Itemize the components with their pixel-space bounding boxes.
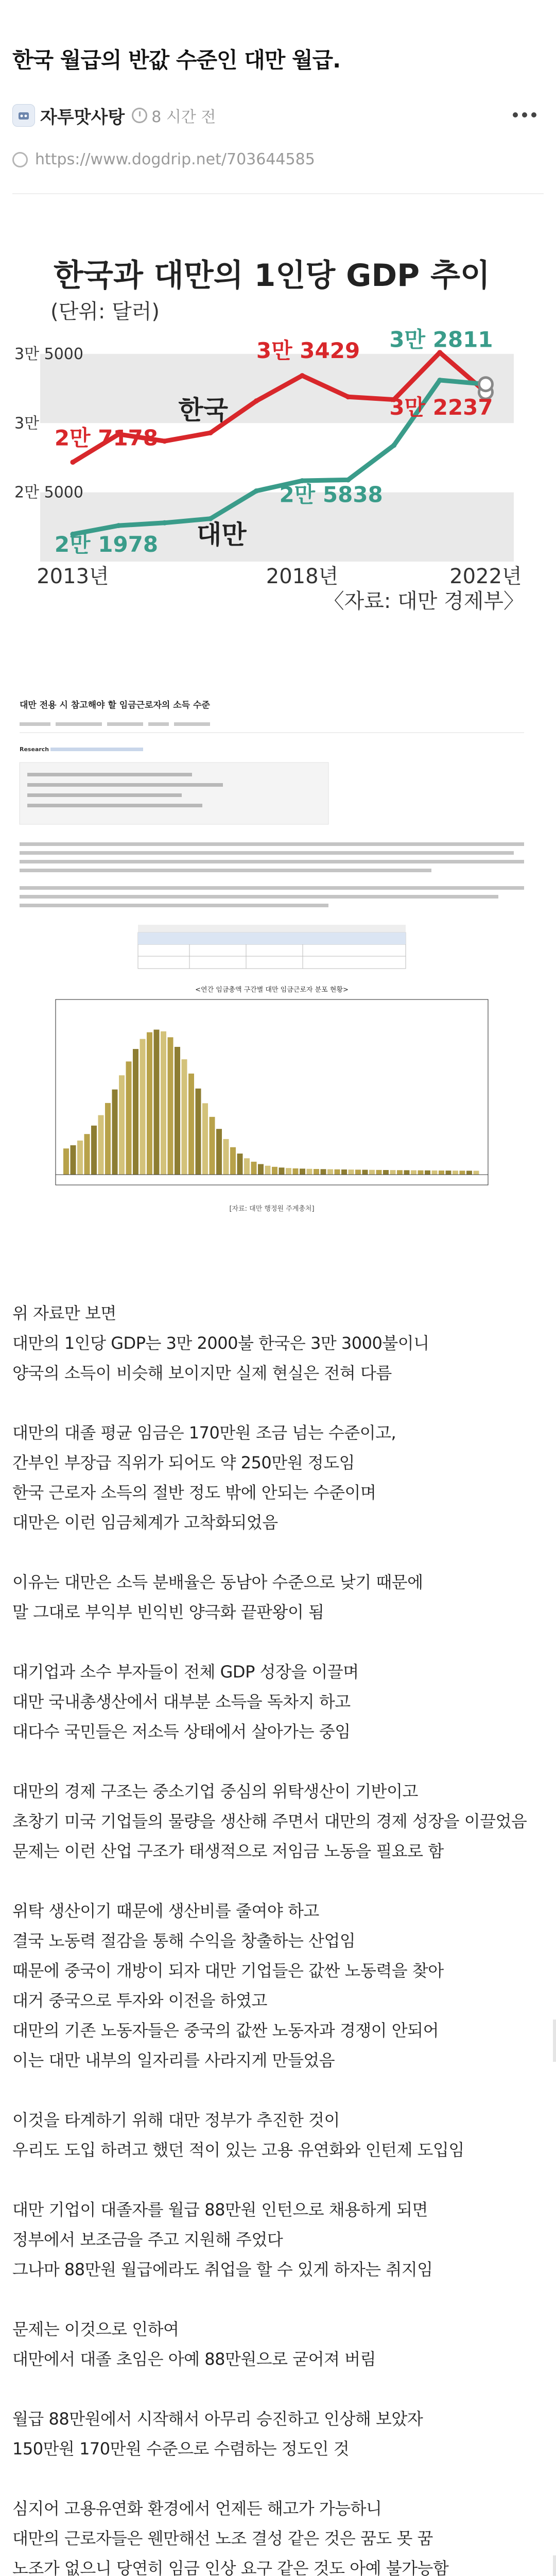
report-bar <box>307 1169 312 1175</box>
body-line: 대기업과 소수 부자들이 전체 GDP 성장을 이끌며 <box>12 1662 359 1682</box>
report-bar <box>133 1049 138 1175</box>
more-icon <box>513 112 518 117</box>
report-body-lines <box>20 842 524 907</box>
report-bar <box>196 1089 201 1175</box>
chart-point <box>437 378 442 383</box>
report-bar <box>397 1170 403 1175</box>
board-name: 자투맛사탕 <box>40 107 125 128</box>
report-bar <box>202 1103 208 1175</box>
report-bar <box>300 1168 305 1175</box>
chart-title: 한국과 대만의 1인당 GDP 추이 <box>54 258 490 294</box>
report-bar <box>279 1167 285 1175</box>
report-bar <box>237 1154 243 1175</box>
report-tag: Research <box>20 746 49 753</box>
report-bar <box>258 1164 264 1175</box>
report-bar <box>453 1171 458 1175</box>
report-bar <box>119 1075 125 1175</box>
chart-data-label: 3만 2811 <box>389 327 493 352</box>
scroll-mark <box>553 2555 556 2576</box>
report-bar <box>418 1171 424 1175</box>
body-line: 대만의 대졸 평균 임금은 170만원 조금 넘는 수준이고, <box>12 1423 396 1443</box>
post-title: 한국 월급의 반값 수준인 대만 월급. <box>12 47 341 73</box>
report-bar <box>161 1031 166 1175</box>
chart-point <box>254 488 259 494</box>
report-bar <box>216 1129 222 1175</box>
body-line: 위탁 생산이기 때문에 생산비를 줄여야 하고 <box>12 1901 319 1921</box>
report-bar <box>175 1047 180 1175</box>
body-line: 노조가 없으니 당연히 임금 인상 요구 같은 것도 아예 불가능함 <box>12 2558 449 2576</box>
board-link[interactable] <box>12 103 125 128</box>
gdp-chart <box>14 258 529 618</box>
chart-point <box>162 520 167 526</box>
body-line: 대만에서 대졸 초임은 아예 88만원으로 굳어져 버림 <box>12 2349 376 2369</box>
report-bar <box>182 1059 187 1175</box>
chart-data-label: 2만 5838 <box>279 482 383 507</box>
body-line: 문제는 이것으로 인하여 <box>12 2319 179 2339</box>
report-bar <box>63 1148 69 1175</box>
report-bar <box>77 1141 83 1175</box>
report-bar <box>105 1103 111 1175</box>
time-label: 8 시간 전 <box>151 108 216 126</box>
report-bar <box>168 1037 173 1175</box>
body-paragraph <box>12 2494 527 2576</box>
body-line: 대만의 근로자들은 웬만해선 노조 결성 같은 것은 꿈도 못 꿈 <box>12 2529 433 2548</box>
chart-point <box>254 398 259 403</box>
chart-point <box>162 438 167 444</box>
report-bar-chart-caption: [자료: 대만 행정원 주계총처] <box>229 1205 315 1213</box>
report-bar <box>383 1170 389 1175</box>
body-line: 정부에서 보조금을 주고 지원해 주었다 <box>12 2230 283 2249</box>
body-paragraph <box>12 1657 527 1747</box>
chart-point <box>70 460 75 465</box>
report-bar <box>474 1171 479 1175</box>
body-line: 대만의 경제 구조는 중소기업 중심의 위탁생산이 기반이고 <box>12 1782 418 1801</box>
report-bar <box>272 1167 277 1175</box>
chart-endpoint-marker <box>479 378 492 391</box>
report-bar <box>126 1061 132 1175</box>
report-bar <box>327 1170 333 1175</box>
body-paragraph <box>12 1776 527 1866</box>
link-icon <box>12 152 28 167</box>
body-line: 대만의 1인당 GDP는 3만 2000불 한국은 3만 3000불이니 <box>12 1333 429 1353</box>
body-line: 초창기 미국 기업들의 물량을 생산해 주면서 대만의 경제 성장을 이끌었음 <box>12 1811 527 1831</box>
chart-source: 〈자료: 대만 경제부〉 <box>323 589 524 613</box>
report-bar <box>188 1074 194 1175</box>
more-icon-dot <box>531 112 536 117</box>
report-bar <box>140 1039 146 1175</box>
report-bar <box>210 1117 215 1175</box>
body-paragraph <box>12 2195 527 2284</box>
report-bar <box>425 1171 430 1175</box>
body-line: 문제는 이런 산업 구조가 태생적으로 저임금 노동을 필요로 함 <box>12 1841 444 1861</box>
chart-subtitle: (단위: 달러) <box>50 300 160 324</box>
body-line: 대만 기업이 대졸자를 월급 88만원 인턴으로 채용하게 되면 <box>12 2200 428 2219</box>
body-line: 우리도 도입 하려고 했던 적이 있는 고용 유연화와 인턴제 도입임 <box>12 2140 464 2160</box>
report-title: 대만 전용 시 참고해야 할 임금근로자의 소득 수준 <box>20 700 210 710</box>
body-line: 대거 중국으로 투자와 이전을 하였고 <box>12 1991 267 2010</box>
report-bar <box>147 1032 152 1175</box>
report-bar <box>390 1170 396 1175</box>
report-bar <box>244 1158 250 1175</box>
report-bar <box>293 1168 299 1175</box>
report-bar <box>411 1171 416 1175</box>
report-bar <box>321 1169 326 1175</box>
report-bar <box>84 1134 90 1175</box>
report-bar <box>355 1170 361 1175</box>
body-line: 월급 88만원에서 시작해서 아무리 승진하고 인상해 보았자 <box>12 2409 423 2429</box>
more-button[interactable] <box>507 103 543 127</box>
report-svg <box>14 690 529 1231</box>
report-bar <box>98 1115 104 1175</box>
report-bar <box>265 1166 271 1175</box>
chart-y-tick-label: 2만 5000 <box>14 483 83 502</box>
post-meta <box>12 103 216 128</box>
body-line: 때문에 중국이 개방이 되자 대만 기업들은 값싼 노동력을 찾아 <box>12 1961 444 1980</box>
gdp-chart-image <box>14 258 529 618</box>
body-paragraph <box>12 1418 527 1537</box>
report-bar <box>460 1171 465 1175</box>
body-paragraph <box>12 1896 527 2075</box>
chart-y-tick-label: 3만 <box>14 414 40 433</box>
report-bar <box>251 1162 257 1175</box>
chart-data-label: 2만 7178 <box>54 425 159 451</box>
chart-point <box>208 430 213 435</box>
body-line: 결국 노동력 절감을 통해 수익을 창출하는 산업임 <box>12 1931 356 1951</box>
body-line: 150만원 170만원 수준으로 수렴하는 정도인 것 <box>12 2439 350 2459</box>
report-bar <box>439 1171 444 1175</box>
report-bars <box>63 1030 479 1175</box>
more-icon-dot <box>522 112 527 117</box>
report-bar <box>376 1170 382 1175</box>
chart-data-label: 3만 3429 <box>256 337 360 363</box>
report-bar <box>154 1030 160 1175</box>
report-bar <box>349 1170 354 1175</box>
body-line: 위 자료만 보면 <box>12 1303 116 1323</box>
post-url[interactable] <box>12 150 315 168</box>
chart-x-tick-label: 2022년 <box>449 565 522 588</box>
body-line: 양국의 소득이 비슷해 보이지만 실제 현실은 전혀 다름 <box>12 1363 392 1383</box>
report-bar <box>112 1090 118 1175</box>
body-paragraph <box>12 2314 527 2374</box>
divider <box>12 193 544 194</box>
report-bar <box>71 1145 76 1175</box>
chart-y-tick-label: 3만 5000 <box>14 345 83 363</box>
report-bar-chart-title: <연간 임금총액 구간별 대만 임금근로자 분포 현황> <box>195 986 349 994</box>
body-line: 말 그대로 부익부 빈익빈 양극화 끝판왕이 됨 <box>12 1602 324 1622</box>
report-bar <box>404 1170 410 1175</box>
body-line: 대만의 기존 노동자들은 중국의 값싼 노동자과 경쟁이 안되어 <box>12 2021 439 2040</box>
report-bar <box>341 1170 347 1175</box>
post-url-text[interactable]: https://www.dogdrip.net/703644585 <box>35 150 315 168</box>
body-paragraph <box>12 2404 527 2464</box>
body-line: 이는 대만 내부의 일자리를 사라지게 만들었음 <box>12 2050 335 2070</box>
body-line: 이것을 타계하기 위해 대만 정부가 추진한 것이 <box>12 2110 340 2130</box>
scroll-mark <box>553 2020 556 2062</box>
chart-point <box>345 394 351 399</box>
body-line: 이유는 대만은 소득 분배율은 동남아 수준으로 낮기 때문에 <box>12 1572 423 1592</box>
post-time <box>132 104 216 127</box>
report-bar <box>230 1147 236 1175</box>
body-line: 대만 국내총생산에서 대부분 소득을 독차지 하고 <box>12 1692 351 1711</box>
chart-point <box>391 443 396 448</box>
body-paragraph <box>12 1567 527 1627</box>
chart-series-name: 한국 <box>178 395 229 426</box>
report-bar <box>223 1139 229 1175</box>
post-body <box>12 1298 527 2576</box>
report-image <box>14 690 529 1231</box>
body-paragraph <box>12 1298 527 1388</box>
board-icon <box>12 104 35 127</box>
body-line: 간부인 부장급 직위가 되어도 약 250만원 정도임 <box>12 1453 355 1472</box>
chart-data-label: 2만 1978 <box>54 532 159 557</box>
chart-point <box>300 373 305 378</box>
report-bar <box>286 1168 291 1175</box>
report-bar <box>91 1126 97 1175</box>
body-line: 심지어 고용유연화 환경에서 언제든 해고가 가능하니 <box>12 2499 382 2518</box>
body-line: 대만은 이런 임금체계가 고착화되었음 <box>12 1513 278 1532</box>
report-bar <box>362 1170 368 1175</box>
report-bar <box>314 1169 319 1175</box>
body-line: 대다수 국민들은 저소득 상태에서 살아가는 중임 <box>12 1722 351 1741</box>
report-bar <box>446 1171 451 1175</box>
report-bar <box>466 1171 472 1175</box>
body-paragraph <box>12 2105 527 2165</box>
chart-series-name: 대만 <box>197 520 247 550</box>
clock-icon <box>132 108 147 123</box>
body-line: 그나마 88만원 월급에라도 취업을 할 수 있게 하자는 취지임 <box>12 2260 433 2279</box>
report-bar <box>335 1170 340 1175</box>
body-line: 한국 근로자 소득의 절반 정도 밖에 안되는 수준이며 <box>12 1483 376 1502</box>
report-bar <box>369 1170 375 1175</box>
chart-data-label: 3만 2237 <box>389 395 493 420</box>
chart-x-tick-label: 2018년 <box>266 565 339 588</box>
report-meta-lines <box>20 722 210 726</box>
chart-x-tick-label: 2013년 <box>37 565 109 588</box>
report-bar <box>432 1171 438 1175</box>
chart-point <box>116 523 121 528</box>
